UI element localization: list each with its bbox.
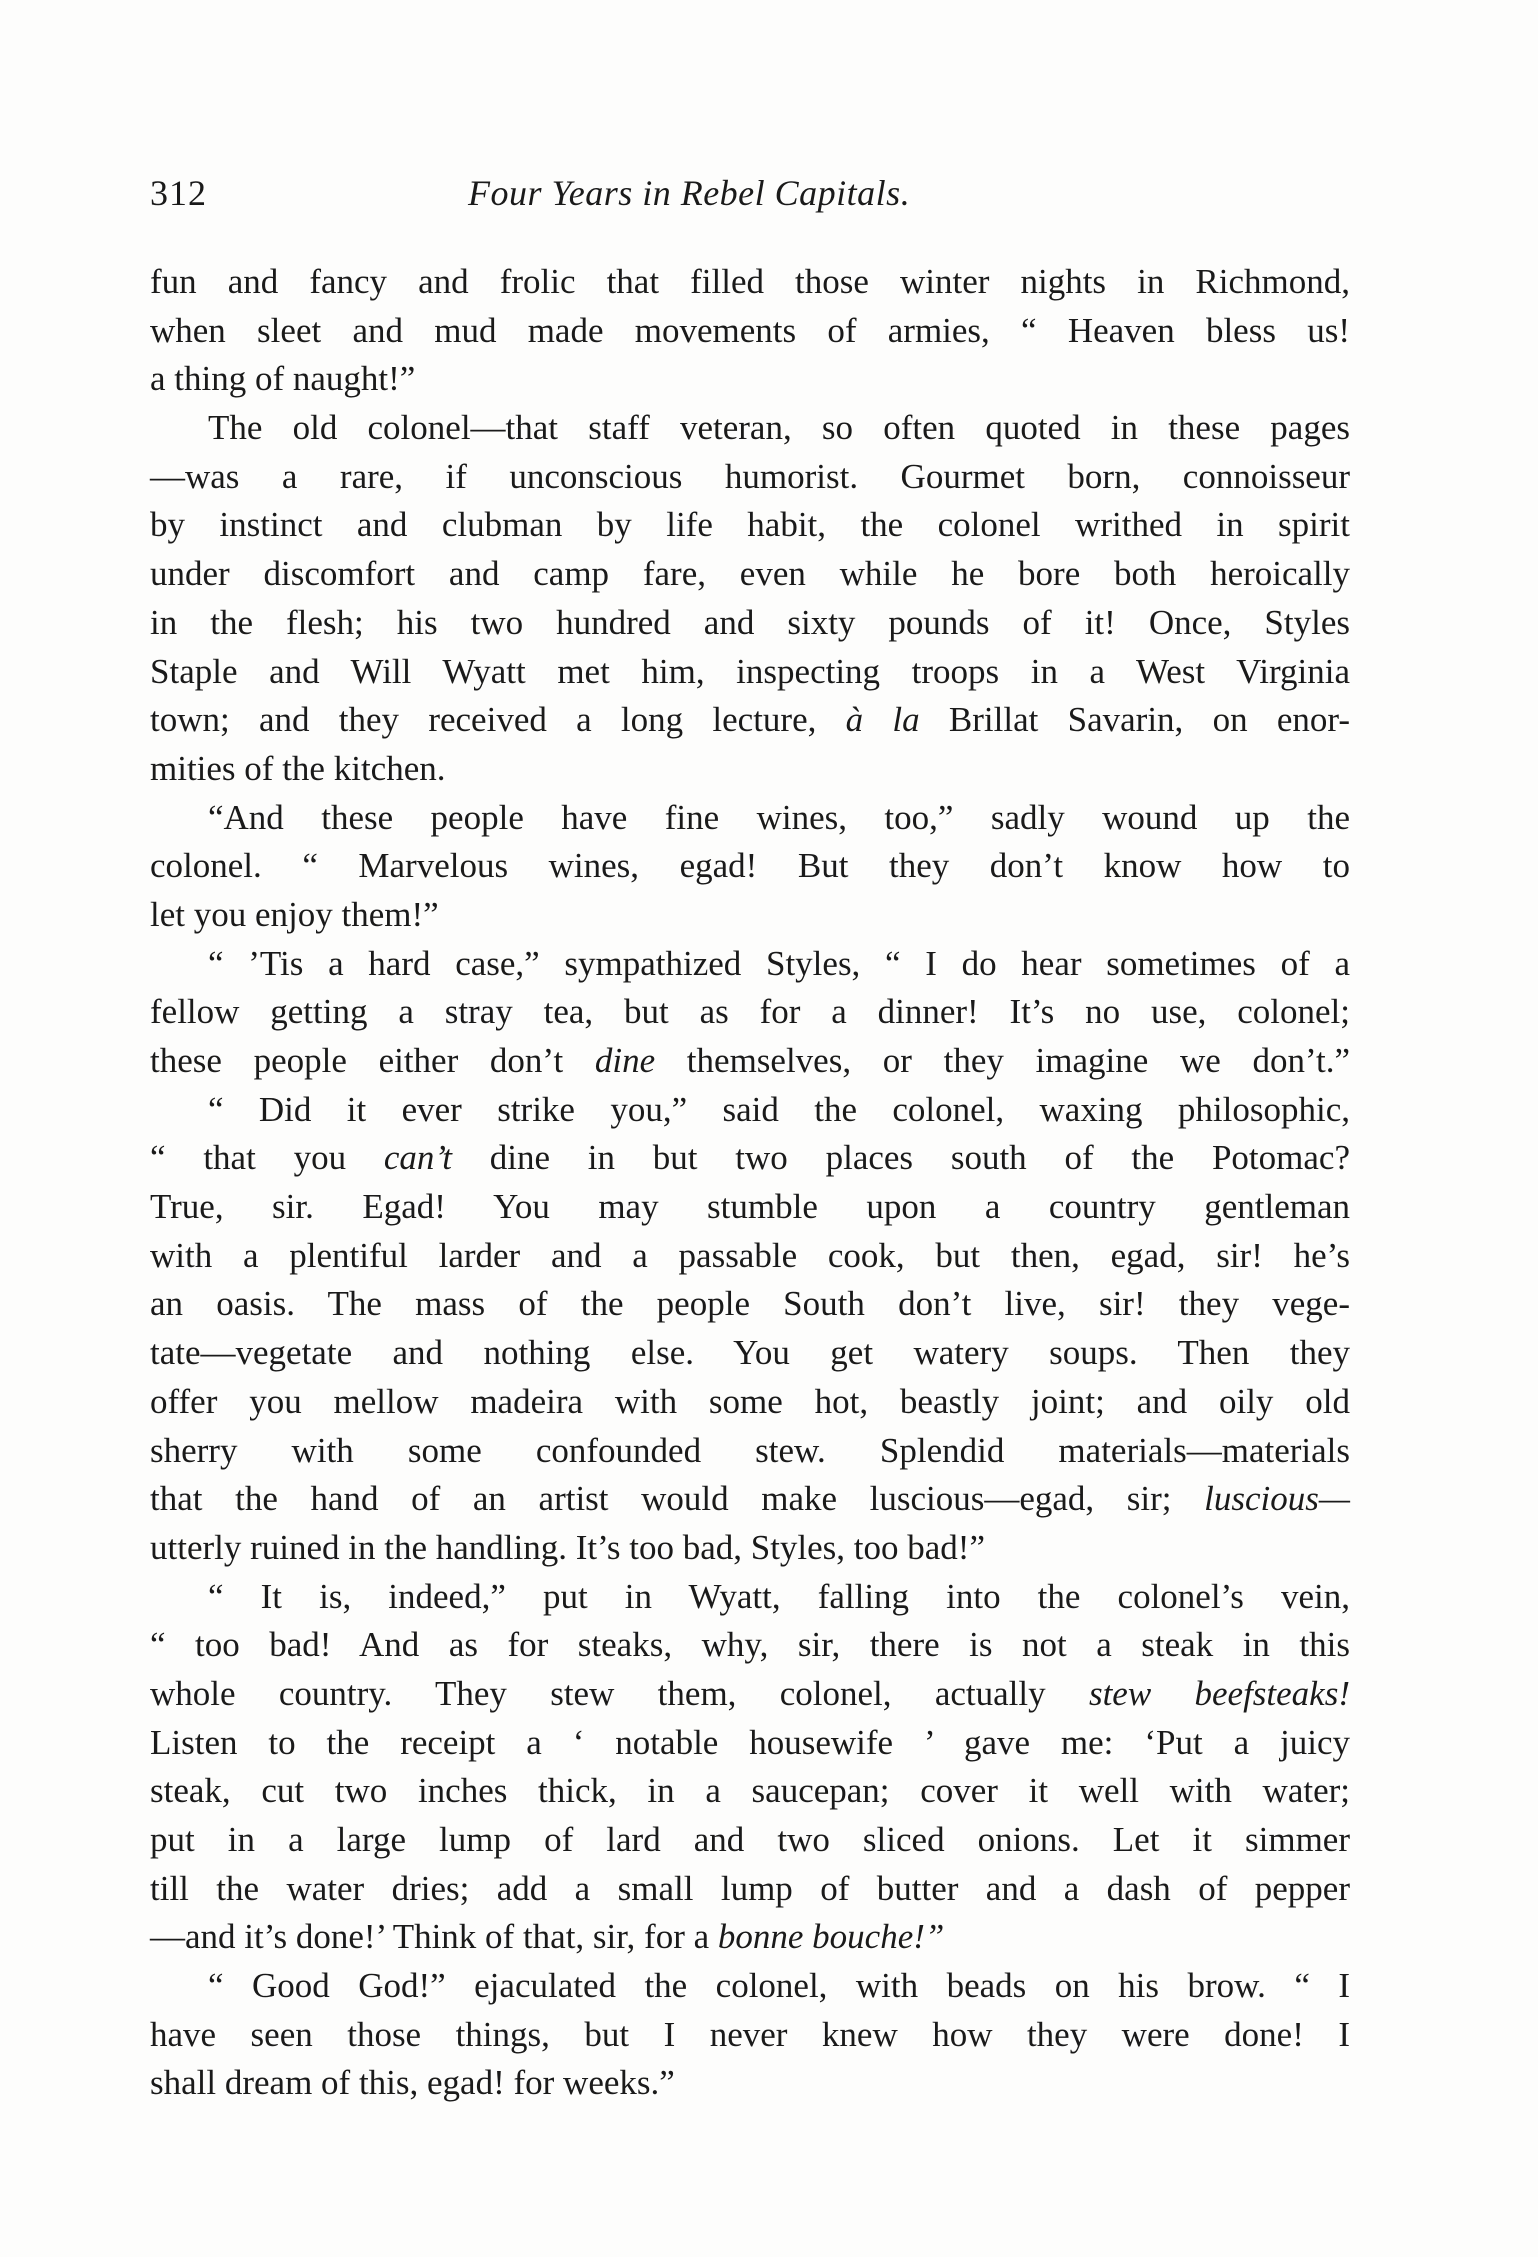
line-text: let you enjoy them!”	[150, 894, 439, 934]
line-text: fun and fancy and frolic that filled those winter nights in Richmond,	[150, 262, 1350, 301]
text-line	[150, 1086, 1350, 1135]
line-text: put in a large lump of lard and two sliced onions. Let it simmer	[150, 1820, 1350, 1859]
text-line	[150, 940, 1350, 989]
line-text: have seen those things, but I never knew how they were done! I	[150, 2014, 1350, 2054]
italic-text: luscious—	[1204, 1479, 1350, 1519]
line-text: in the flesh; his two hundred and sixty pounds of it! Once, Styles	[150, 602, 1350, 642]
text-line	[150, 501, 1350, 550]
text-line	[150, 1865, 1350, 1914]
running-title: Four Years in Rebel Capitals.	[468, 173, 911, 213]
text-line	[150, 1037, 1350, 1086]
line-text: with a plentiful larder and a passable cook, but then, egad, sir! he’s	[150, 1235, 1350, 1275]
line-text: Listen to the receipt a ‘ notable housewife ’ gave me: ‘Put a juicy	[150, 1722, 1350, 1762]
text-line	[150, 1962, 1350, 2011]
line-text: tate—vegetate and nothing else. You get watery soups. Then they	[150, 1333, 1350, 1373]
line-text: fellow getting a stray tea, but as for a dinner! It’s no use, colonel;	[150, 992, 1350, 1032]
text-line	[150, 1280, 1350, 1329]
line-text: True, sir. Egad! You may stumble upon a country gentleman	[150, 1187, 1350, 1227]
italic-text: bonne bouche!”	[717, 1917, 945, 1957]
line-text: offer you mellow madeira with some hot, beastly joint; and oily old	[150, 1381, 1350, 1421]
text-line	[150, 891, 1350, 940]
line-text: dine in but two places south of the Potomac?	[451, 1138, 1350, 1178]
line-text: “And these people have fine wines, too,” sadly wound up the	[208, 797, 1350, 837]
text-line	[150, 1134, 1350, 1183]
text-line	[150, 1378, 1350, 1427]
line-text: that the hand of an artist would make luscious—egad, sir;	[150, 1479, 1205, 1519]
line-text: town; and they received a long lecture,	[150, 700, 846, 740]
line-text: “ ’Tis a hard case,” sympathized Styles, “ I do hear sometimes of a	[208, 943, 1350, 983]
line-text: under discomfort and camp fare, even while he bore both heroically	[150, 554, 1350, 594]
line-text: sherry with some confounded stew. Splendid materials—materials	[150, 1430, 1350, 1470]
line-text: by instinct and clubman by life habit, the colonel writhed in spirit	[150, 505, 1350, 545]
line-text: The old colonel—that staff veteran, so often quoted in these pages	[208, 408, 1350, 448]
text-line	[150, 2059, 1350, 2108]
line-text: Brillat Savarin, on enor-	[919, 700, 1350, 740]
text-line	[150, 1573, 1350, 1622]
line-text: steak, cut two inches thick, in a saucepan; cover it well with water;	[150, 1771, 1350, 1811]
text-line	[150, 1913, 1350, 1962]
line-text: mities of the kitchen.	[150, 748, 446, 788]
text-line	[150, 1719, 1350, 1768]
text-line	[150, 307, 1350, 356]
line-text: when sleet and mud made movements of armies, “ Heaven bless us!	[150, 310, 1350, 350]
text-line	[150, 842, 1350, 891]
text-line	[150, 1670, 1350, 1719]
text-line	[150, 1475, 1350, 1524]
text-line	[150, 1232, 1350, 1281]
text-line	[150, 1183, 1350, 1232]
line-text: till the water dries; add a small lump of butter and a dash of pepper	[150, 1868, 1350, 1908]
line-text: —was a rare, if unconscious humorist. Gourmet born, connoisseur	[150, 456, 1350, 496]
line-text: a thing of naught!”	[150, 359, 416, 399]
line-text: “ Good God!” ejaculated the colonel, with beads on his brow. “ I	[208, 1966, 1350, 2006]
italic-text: stew beefsteaks!	[1088, 1673, 1350, 1713]
line-text: utterly ruined in the handling. It’s too bad, Styles, too bad!”	[150, 1527, 985, 1567]
line-text: “ too bad! And as for steaks, why, sir, there is not a steak in this	[150, 1625, 1350, 1665]
line-text: colonel. “ Marvelous wines, egad! But they don’t know how to	[150, 846, 1350, 886]
text-line	[150, 745, 1350, 794]
line-text: “ Did it ever strike you,” said the colonel, waxing philosophic,	[208, 1089, 1350, 1129]
text-line	[150, 1621, 1350, 1670]
line-text: whole country. They stew them, colonel, actually	[150, 1673, 1089, 1713]
text-line	[150, 1427, 1350, 1476]
line-text: these people either don’t	[150, 1041, 595, 1080]
text-line	[150, 258, 1350, 307]
text-line	[150, 2011, 1350, 2060]
text-line	[150, 648, 1350, 697]
italic-text: can’t	[383, 1138, 452, 1178]
text-line	[150, 550, 1350, 599]
text-line	[150, 696, 1350, 745]
text-line	[150, 1767, 1350, 1816]
running-head	[150, 168, 1350, 218]
line-text: Staple and Will Wyatt met him, inspecting troops in a West Virginia	[150, 651, 1350, 691]
text-line	[150, 404, 1350, 453]
line-text: —and it’s done!’ Think of that, sir, for a	[150, 1917, 718, 1957]
line-text: “ that you	[150, 1138, 384, 1178]
line-text: themselves, or they imagine we don’t.”	[655, 1041, 1350, 1080]
text-line	[150, 453, 1350, 502]
text-line	[150, 1524, 1350, 1573]
text-line	[150, 355, 1350, 404]
body-text	[150, 258, 1350, 2108]
line-text: shall dream of this, egad! for weeks.”	[150, 2063, 675, 2103]
text-line	[150, 1816, 1350, 1865]
text-line	[150, 988, 1350, 1037]
text-line	[150, 599, 1350, 648]
text-line	[150, 794, 1350, 843]
page-number: 312	[150, 173, 207, 213]
italic-text: dine	[594, 1041, 656, 1080]
line-text: “ It is, indeed,” put in Wyatt, falling into the colonel’s vein,	[208, 1576, 1350, 1616]
text-line	[150, 1329, 1350, 1378]
italic-text: à la	[845, 700, 920, 740]
line-text: an oasis. The mass of the people South don’t live, sir! they vege-	[150, 1284, 1350, 1324]
